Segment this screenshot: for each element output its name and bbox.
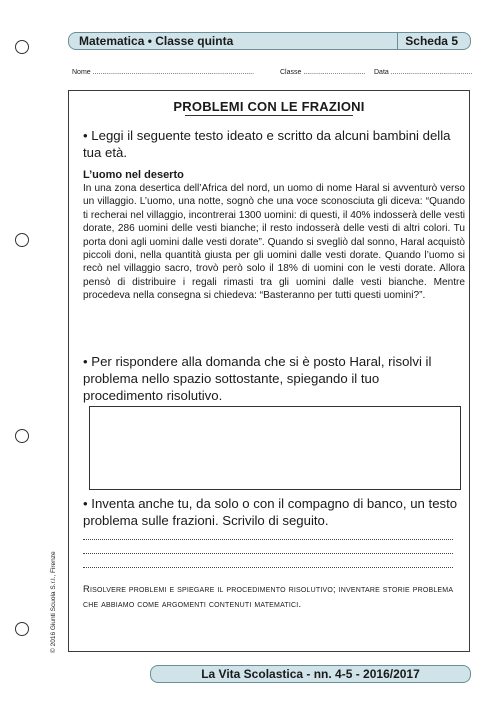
name-field[interactable]: Nome ................................................................................... [72,69,255,76]
binder-hole-3 [15,429,29,443]
copyright-notice: © 2016 Giunti Scuola S.r.l., Firenze [50,551,57,653]
answer-box[interactable] [89,406,461,490]
worksheet-title [69,99,469,116]
footer-bar [150,665,471,683]
binder-hole-4 [15,622,29,636]
worksheet-frame [68,90,470,652]
date-field[interactable]: Data .......................................... [374,69,473,76]
story-text: In una zona desertica dell’Africa del nord, un uomo di nome Haral si avventurò verso un villaggio. L’uomo, una notte, sognò che una voce sconosciuta gli diceva: “Quando ti recherai nel villaggio, incontrerai 1300 uomini: di questi, il 40% indosserà delle vesti dorate, 286 uomini delle vesti bianche; il resto indosserà delle vesti di altri colori. Tu porta doni agli uomini dalle vesti dorate”. Quando si svegliò dal sonno, Haral acquistò piccoli doni, nella quantità giusta per gli uomini dalle vesti dorate. Quando l’uomo si recò nel villaggio sacro, trovò però solo il 18% di uomini con le vesti dorate. Allora pensò di distribuire i regali rimasti tra gli uomini dalle vesti bianche. Mentre procedeva nella consegna si chiedeva: “Basteranno per tutti questi uomini?”. [83,183,465,302]
story-title: L’uomo nel deserto [83,169,184,181]
header-divider [397,32,398,50]
binder-hole-1 [15,40,29,54]
question-3: • Inventa anche tu, da solo o con il compagno di banco, un testo problema sulle frazioni. Scrivilo di seguito. [83,496,458,528]
question-1: • Leggi il seguente testo ideato e scritto da alcuni bambini della tua età. [83,128,451,160]
question-2: • Per rispondere alla domanda che si è posto Haral, risolvi il problema nello spazio sottostante, spiegando il tuo procedimento risolutivo. [83,354,432,403]
sheet-label: Scheda 5 [405,34,458,48]
learning-objective: Risolvere problemi e spiegare il procedimento risolutivo; inventare storie problema che abbiamo come argomenti contenuti matematici. [83,583,454,609]
subject-label: Matematica • Classe quinta [79,34,234,48]
class-field[interactable]: Classe ................................ [280,69,366,76]
header-bar [68,32,471,50]
binder-hole-2 [15,233,29,247]
title-text: PROBLEMI CON LE FRAZIONI [173,99,365,114]
writing-line-3[interactable] [83,567,453,569]
publication-label: La Vita Scolastica - nn. 4-5 - 2016/2017 [201,667,420,681]
title-underline [185,115,353,116]
writing-line-2[interactable] [83,553,453,555]
writing-line-1[interactable] [83,539,453,541]
